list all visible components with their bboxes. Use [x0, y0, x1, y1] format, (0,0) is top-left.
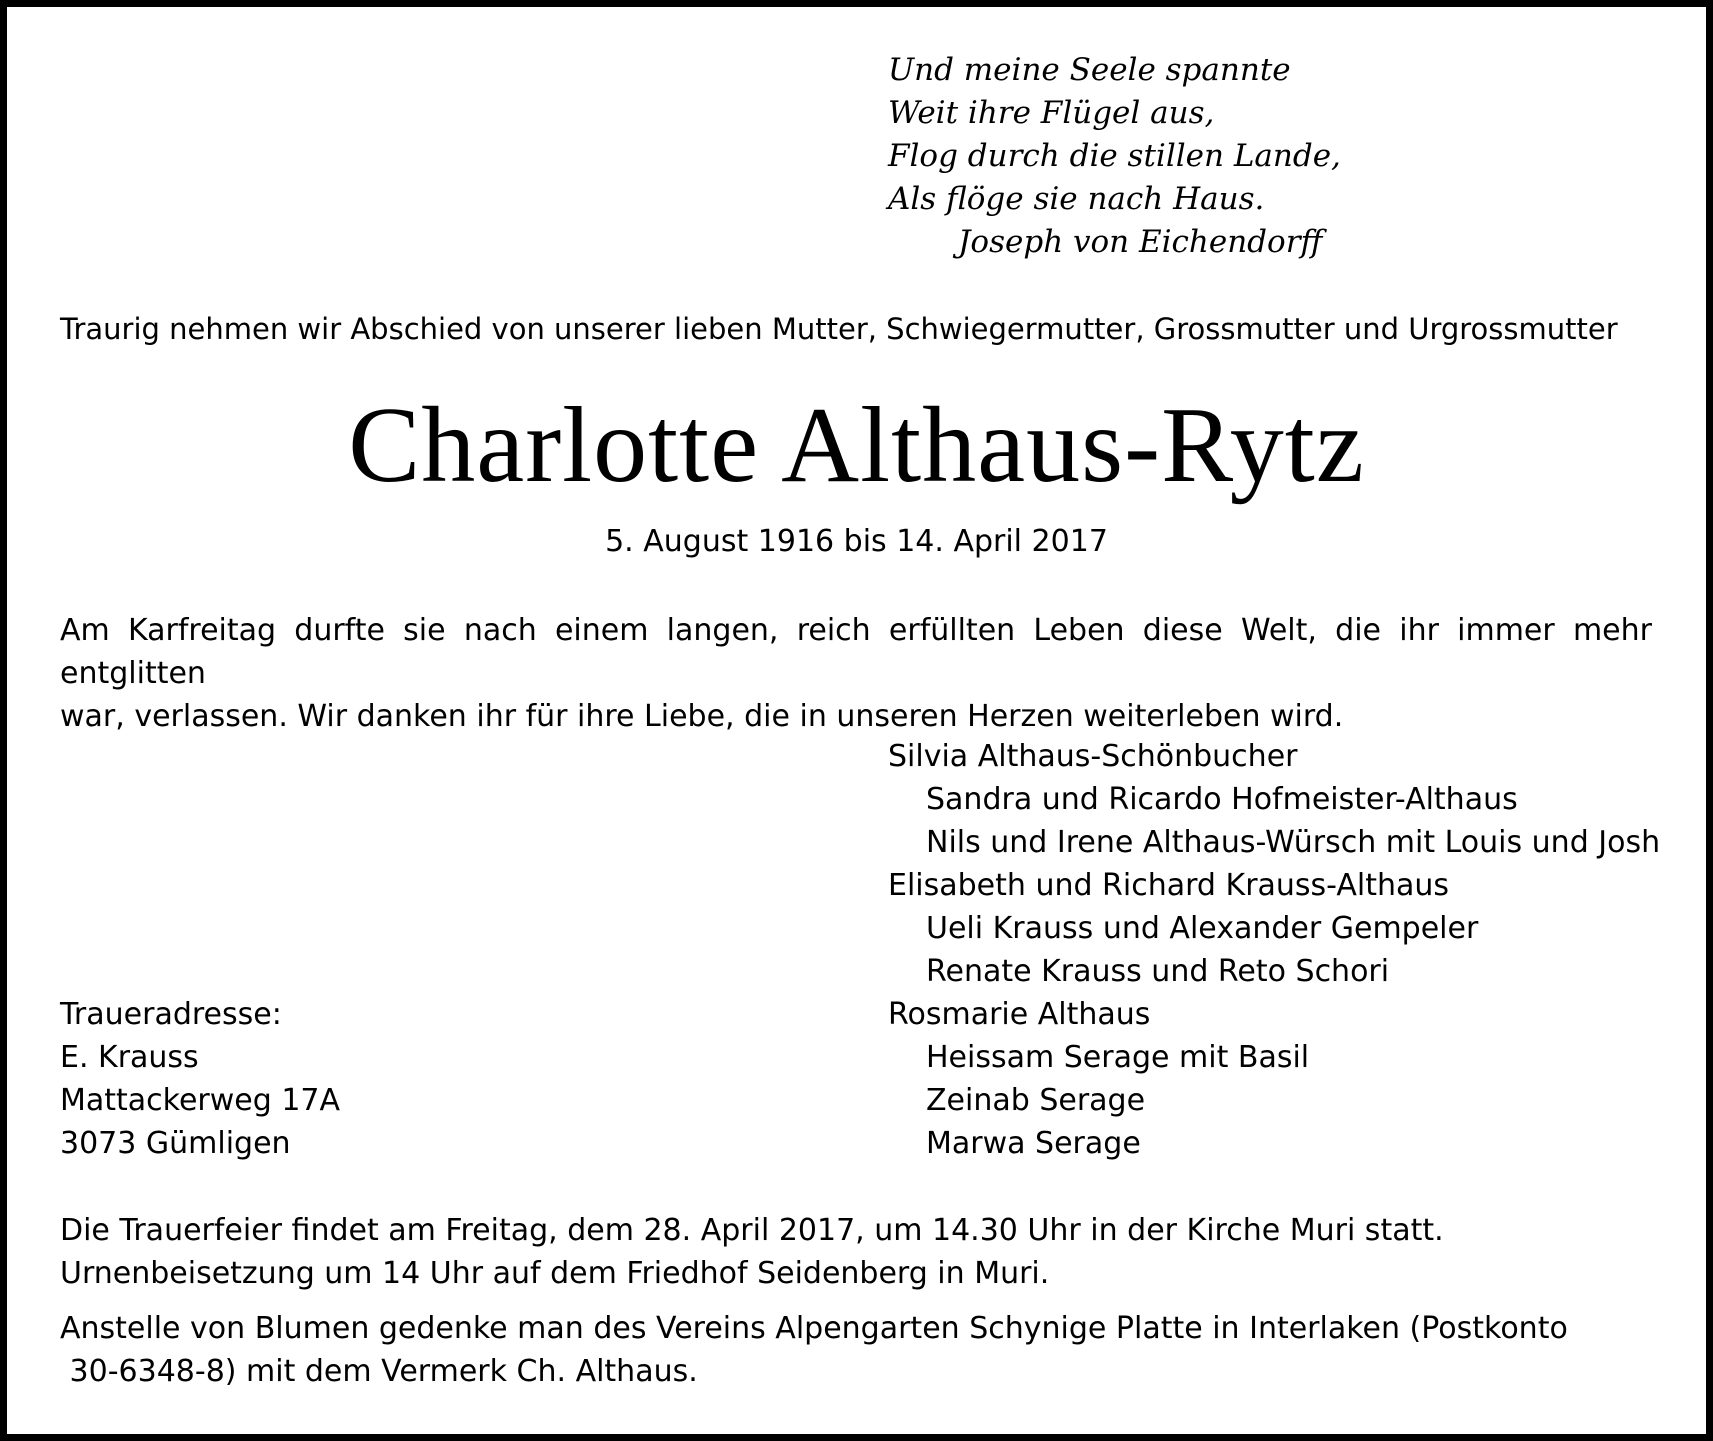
address-city: 3073 Gümligen	[60, 1126, 291, 1161]
family-member: Marwa Serage	[926, 1126, 1141, 1161]
address-label: Traueradresse:	[60, 997, 282, 1032]
mourning-address	[60, 993, 340, 1165]
poem-line-2: Weit ihre Flügel aus,	[888, 95, 1215, 131]
poem-line-4: Als flöge sie nach Haus.	[888, 181, 1265, 217]
family-member: Heissam Serage mit Basil	[926, 1040, 1310, 1075]
family-member: Sandra und Ricardo Hofmeister-Althaus	[926, 782, 1518, 817]
family-member: Renate Krauss und Reto Schori	[926, 954, 1390, 989]
family-member: Zeinab Serage	[926, 1083, 1146, 1118]
life-dates: 5. August 1916 bis 14. April 2017	[605, 524, 1108, 559]
intro-text: Traurig nehmen wir Abschied von unserer lieben Mutter, Schwiegermutter, Grossmutter und Urgrossmutter	[60, 312, 1618, 346]
donation-line-1: Anstelle von Blumen gedenke man des Vereins Alpengarten Schynige Platte in Interlaken (Postkonto	[60, 1311, 1568, 1346]
deceased-name: Charlotte Althaus-Rytz	[348, 386, 1365, 505]
message-paragraph	[60, 609, 1652, 738]
poem-line-3: Flog durch die stillen Lande,	[888, 138, 1341, 174]
message-line-1: Am Karfreitag durfte sie nach einem langen, reich erfüllten Leben diese Welt, die ihr immer mehr entglitten	[60, 613, 1652, 691]
poem-author: Joseph von Eichendorff	[958, 224, 1323, 260]
family-member: Rosmarie Althaus	[888, 997, 1151, 1032]
ceremony-line-1: Die Trauerfeier findet am Freitag, dem 28. April 2017, um 14.30 Uhr in der Kirche Muri statt.	[60, 1213, 1444, 1248]
message-line-2: war, verlassen. Wir danken ihr für ihre Liebe, die in unseren Herzen weiterleben wird.	[60, 699, 1344, 734]
family-member: Nils und Irene Althaus-Würsch mit Louis und Josh	[926, 825, 1661, 860]
ceremony-line-2: Urnenbeisetzung um 14 Uhr auf dem Friedhof Seidenberg in Muri.	[60, 1256, 1050, 1291]
family-member: Elisabeth und Richard Krauss-Althaus	[888, 868, 1450, 903]
donation-line-2: 30-6348-8) mit dem Vermerk Ch. Althaus.	[60, 1354, 698, 1389]
family-member: Ueli Krauss und Alexander Gempeler	[926, 911, 1479, 946]
address-name: E. Krauss	[60, 1040, 199, 1075]
family-list	[888, 735, 1660, 1165]
donation-info	[60, 1307, 1652, 1393]
poem-line-1: Und meine Seele spannte	[888, 52, 1291, 88]
address-street: Mattackerweg 17A	[60, 1083, 341, 1118]
ceremony-info	[60, 1209, 1444, 1295]
family-member: Silvia Althaus-Schönbucher	[888, 739, 1298, 774]
